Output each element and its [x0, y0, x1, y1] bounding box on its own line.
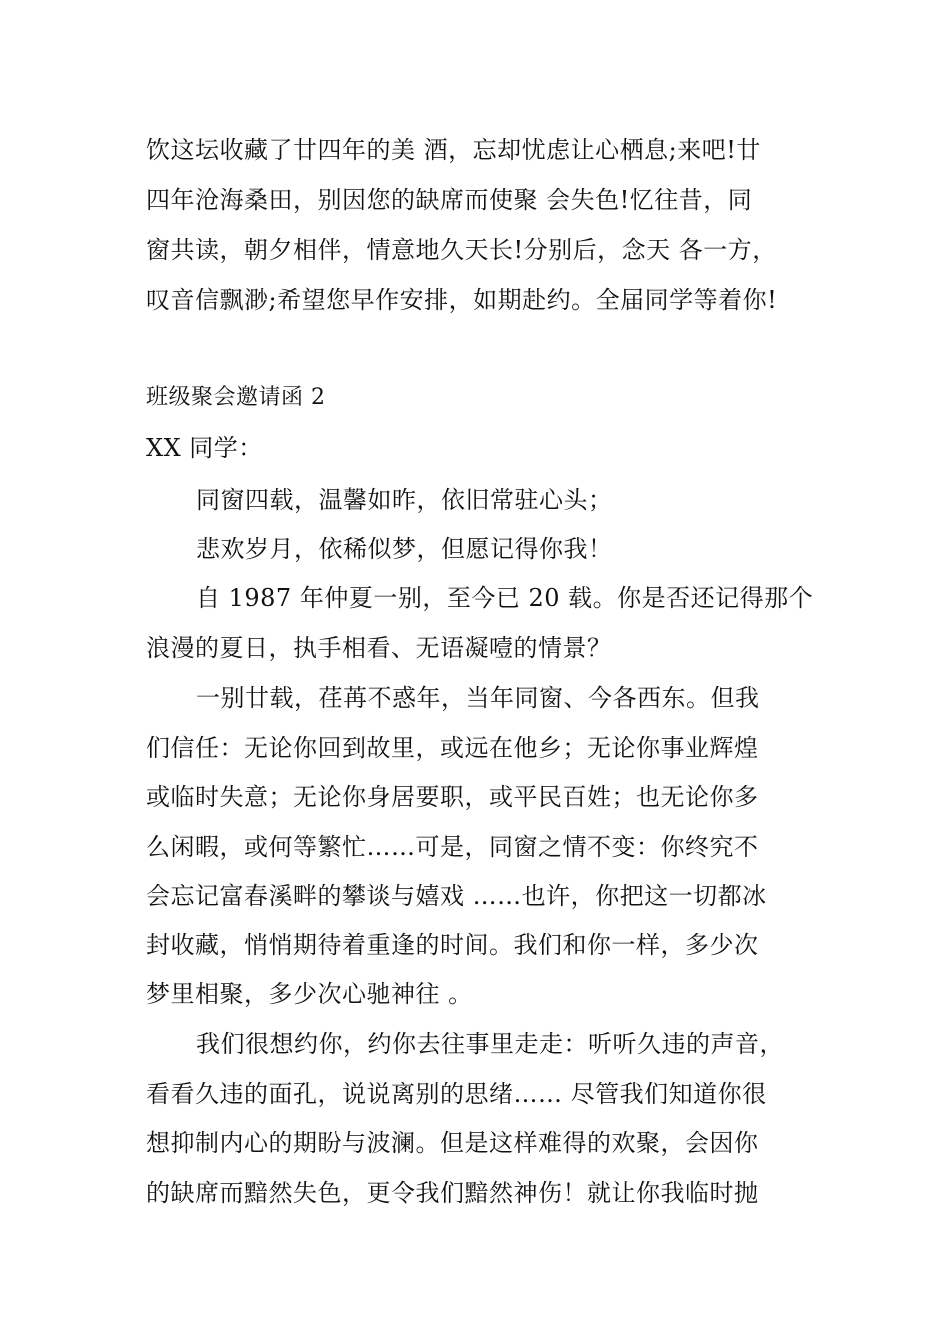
paragraph-line: 叹音信飘渺;希望您早作安排，如期赴约。全届同学等着你!	[146, 286, 778, 314]
paragraph-line: 的缺席而黯然失色，更令我们黯然神伤！就让你我临时抛	[146, 1179, 759, 1207]
paragraph-line: 会忘记富春溪畔的攀谈与嬉戏 ……也许，你把这一切都冰	[146, 882, 767, 910]
paragraph-line: 窗共读，朝夕相伴，情意地久天长!分别后，念天 各一方，	[146, 236, 777, 264]
paragraph-line: 我们很想约你，约你去往事里走走：听听久违的声音，	[196, 1030, 784, 1058]
paragraph-line: 悲欢岁月，依稀似梦，但愿记得你我！	[196, 535, 613, 563]
paragraph-line: 或临时失意；无论你身居要职，或平民百姓；也无论你多	[146, 783, 759, 811]
salutation: XX 同学：	[146, 434, 263, 462]
paragraph-line: 们信任：无论你回到故里，或远在他乡；无论你事业辉煌	[146, 734, 759, 762]
paragraph-line: 么闲暇，或何等繁忙……可是，同窗之情不变：你终究不	[146, 833, 759, 861]
paragraph-line: 封收藏，悄悄期待着重逢的时间。我们和你一样，多少次	[146, 931, 759, 959]
paragraph-line: 四年沧海桑田，别因您的缺席而使聚 会失色!忆往昔，同	[146, 186, 753, 214]
paragraph-line: 饮这坛收藏了廿四年的美 酒，忘却忧虑让心栖息;来吧!廿	[146, 136, 761, 164]
paragraph-line: 自 1987 年仲夏一别，至今已 20 载。你是否还记得那个	[196, 584, 814, 612]
paragraph-line: 同窗四载，温馨如昨，依旧常驻心头；	[196, 486, 613, 514]
paragraph-line: 梦里相聚，多少次心驰神往 。	[146, 980, 473, 1008]
paragraph-line: 看看久违的面孔，说说离别的思绪…… 尽管我们知道你很	[146, 1080, 767, 1108]
section-title: 班级聚会邀请函 2	[146, 385, 326, 410]
paragraph-line: 浪漫的夏日，执手相看、无语凝噎的情景？	[146, 634, 612, 662]
paragraph-line: 一别廿载，荏苒不惑年，当年同窗、今各西东。但我	[196, 684, 760, 712]
paragraph-line: 想抑制内心的期盼与波澜。但是这样难得的欢聚，会因你	[146, 1129, 759, 1157]
